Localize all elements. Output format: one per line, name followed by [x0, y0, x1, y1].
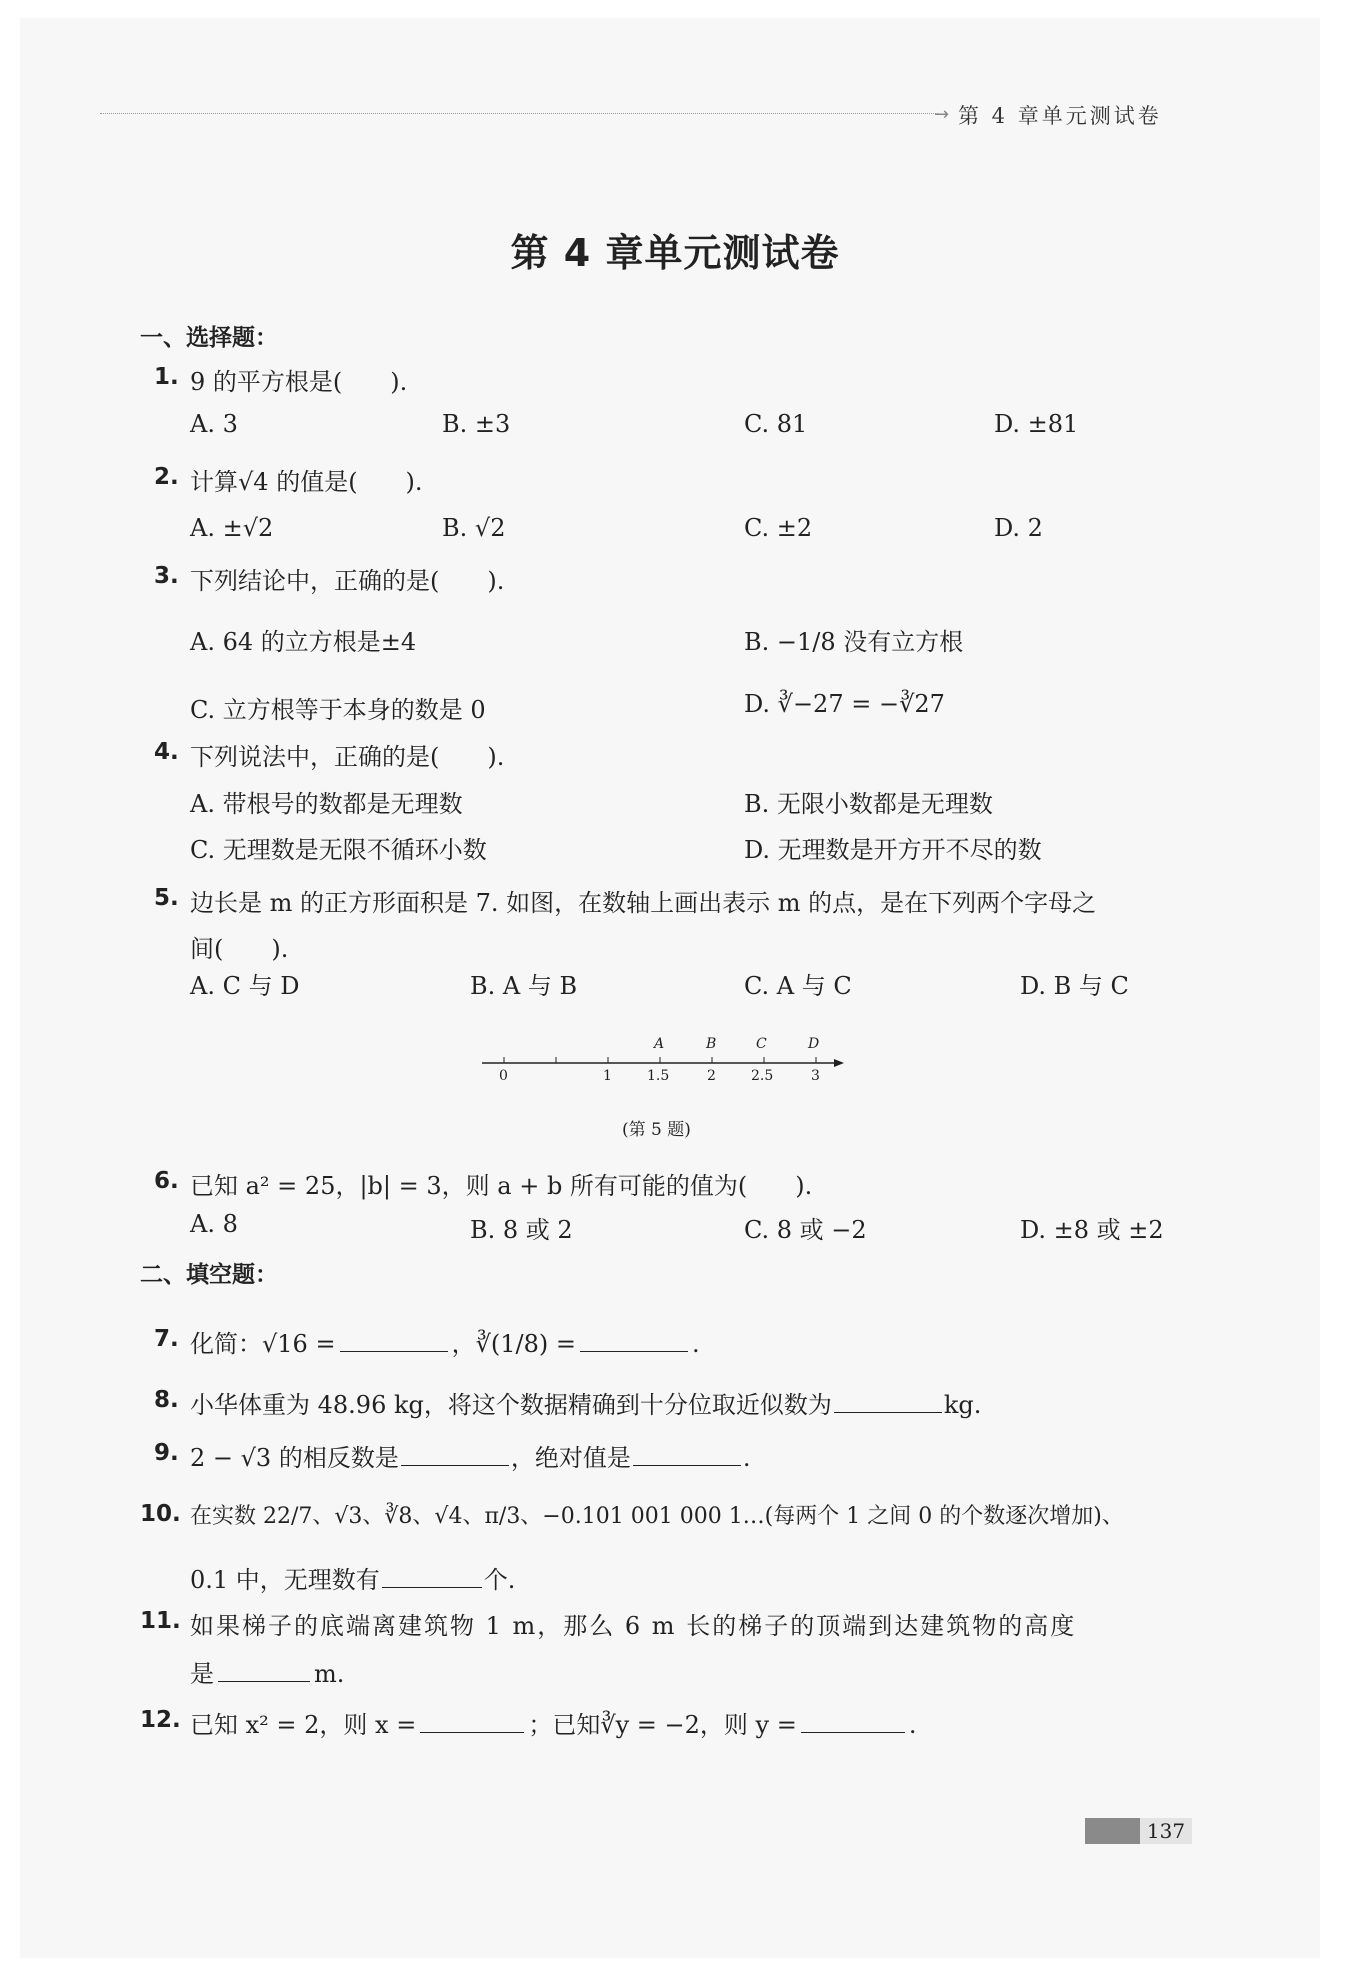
point-label-b: B: [706, 1036, 717, 1052]
option-c: C. 8 或 −2: [744, 1216, 867, 1244]
page-title: 第 4 章单元测试卷: [510, 231, 840, 275]
question-text: 计算√4 的值是( ).: [190, 468, 423, 496]
option-a: A. ±√2: [190, 514, 274, 542]
question-number: 12.: [140, 1707, 181, 1733]
q7-mid: ，∛(1/8) =: [451, 1330, 576, 1358]
option-c: C. 无理数是无限不循环小数: [190, 836, 487, 864]
option-d: D. 无理数是开方开不尽的数: [744, 836, 1042, 864]
option-c: C. A 与 C: [744, 972, 852, 1000]
point-label-d: D: [808, 1036, 820, 1052]
option-b: B. 无限小数都是无理数: [744, 790, 993, 818]
tick-label: 2: [707, 1068, 716, 1084]
answer-blank[interactable]: [633, 1445, 741, 1466]
answer-blank[interactable]: [801, 1712, 905, 1733]
question-number: 1.: [154, 364, 179, 390]
q12-suffix: .: [908, 1711, 917, 1739]
option-a: A. C 与 D: [190, 972, 300, 1000]
question-number: 7.: [154, 1326, 179, 1352]
point-label-c: C: [756, 1036, 767, 1052]
question-text: [190, 1385, 981, 1420]
question-text: 下列结论中，正确的是( ).: [190, 567, 505, 595]
section-heading-fill: 二、填空题：: [140, 1262, 278, 1288]
answer-blank[interactable]: [218, 1661, 310, 1682]
question-number: 3.: [154, 563, 179, 589]
q9-suffix: .: [742, 1444, 751, 1472]
option-b: B. ±3: [442, 410, 511, 438]
answer-blank[interactable]: [382, 1567, 482, 1588]
option-a: A. 64 的立方根是±4: [190, 628, 417, 656]
header-dotted-rule: [100, 113, 938, 114]
q7-suffix: .: [691, 1330, 700, 1358]
question-number: 9.: [154, 1440, 179, 1466]
question-text-line2: [190, 1654, 344, 1689]
question-text: [190, 1438, 750, 1473]
question-number: 10.: [140, 1501, 181, 1527]
number-line-arrow-icon: [834, 1059, 844, 1067]
tick-label: 0: [499, 1068, 508, 1084]
question-text-line1: 如果梯子的底端离建筑物 1 m，那么 6 m 长的梯子的顶端到达建筑物的高度: [190, 1612, 1077, 1640]
question-number: 8.: [154, 1387, 179, 1413]
tick-label: 1: [603, 1068, 612, 1084]
page-number-bar: [1085, 1818, 1140, 1844]
question-text-line1: 边长是 m 的正方形面积是 7. 如图，在数轴上画出表示 m 的点，是在下列两个字母之: [190, 889, 1097, 917]
option-b: B. A 与 B: [470, 972, 578, 1000]
q12-prefix: 已知 x² = 2，则 x =: [190, 1711, 417, 1739]
question-text: 9 的平方根是( ).: [190, 368, 408, 396]
option-c: C. ±2: [744, 514, 813, 542]
q12-mid: ；已知∛y = −2，则 y =: [528, 1711, 797, 1739]
q9-mid: ，绝对值是: [510, 1444, 631, 1472]
option-d: D. 2: [994, 514, 1043, 542]
answer-blank[interactable]: [834, 1392, 942, 1413]
question-text: 下列说法中，正确的是( ).: [190, 743, 505, 771]
tick-label: 3: [811, 1068, 820, 1084]
running-header: 第 4 章单元测试卷: [958, 104, 1162, 128]
q11-suffix: m.: [314, 1660, 345, 1688]
option-a: A. 3: [190, 410, 238, 438]
answer-blank[interactable]: [401, 1445, 509, 1466]
header-arrow-icon: →: [934, 104, 950, 125]
option-c: C. 81: [744, 410, 808, 438]
option-d: D. B 与 C: [1020, 972, 1129, 1000]
point-label-a: A: [654, 1036, 665, 1052]
option-a: A. 带根号的数都是无理数: [190, 790, 463, 818]
option-a: A. 8: [190, 1210, 238, 1238]
answer-blank[interactable]: [580, 1331, 688, 1352]
question-text-line2: 间( ).: [190, 935, 289, 963]
option-d: D. ∛−27 = −∛27: [744, 690, 945, 718]
q11-prefix: 是: [190, 1660, 214, 1688]
tick-label: 2.5: [751, 1068, 774, 1084]
q9-prefix: 2 − √3 的相反数是: [190, 1444, 399, 1472]
q10-suffix: 个.: [483, 1566, 516, 1594]
question-number: 4.: [154, 739, 179, 765]
section-heading-choice: 一、选择题：: [140, 325, 278, 351]
page-number: 137: [1140, 1818, 1192, 1844]
answer-blank[interactable]: [340, 1331, 448, 1352]
option-b: B. √2: [442, 514, 506, 542]
answer-blank[interactable]: [420, 1712, 524, 1733]
q10-prefix: 0.1 中，无理数有: [190, 1566, 380, 1594]
question-text-line2: [190, 1560, 515, 1595]
q8-suffix: kg.: [943, 1391, 982, 1419]
q8-prefix: 小华体重为 48.96 kg，将这个数据精确到十分位取近似数为: [190, 1391, 832, 1419]
option-d: D. ±81: [994, 410, 1079, 438]
question-text: 已知 a² = 25，|b| = 3，则 a + b 所有可能的值为( ).: [190, 1172, 813, 1200]
question-number: 11.: [140, 1608, 181, 1634]
figure-caption: (第 5 题): [622, 1120, 691, 1140]
question-text-line1: 在实数 22/7、√3、∛8、√4、π/3、−0.101 001 000 1…(每两个 1 之间 0 的个数逐次增加)、: [190, 1504, 1124, 1529]
option-d: D. ±8 或 ±2: [1020, 1216, 1164, 1244]
question-number: 5.: [154, 885, 179, 911]
q7-prefix: 化简：√16 =: [190, 1330, 336, 1358]
question-number: 2.: [154, 464, 179, 490]
option-c: C. 立方根等于本身的数是 0: [190, 696, 486, 724]
question-text: [190, 1324, 700, 1359]
question-number: 6.: [154, 1168, 179, 1194]
question-text: [190, 1705, 917, 1740]
tick-label: 1.5: [647, 1068, 670, 1084]
option-b: B. 8 或 2: [470, 1216, 573, 1244]
option-b: B. −1/8 没有立方根: [744, 628, 964, 656]
